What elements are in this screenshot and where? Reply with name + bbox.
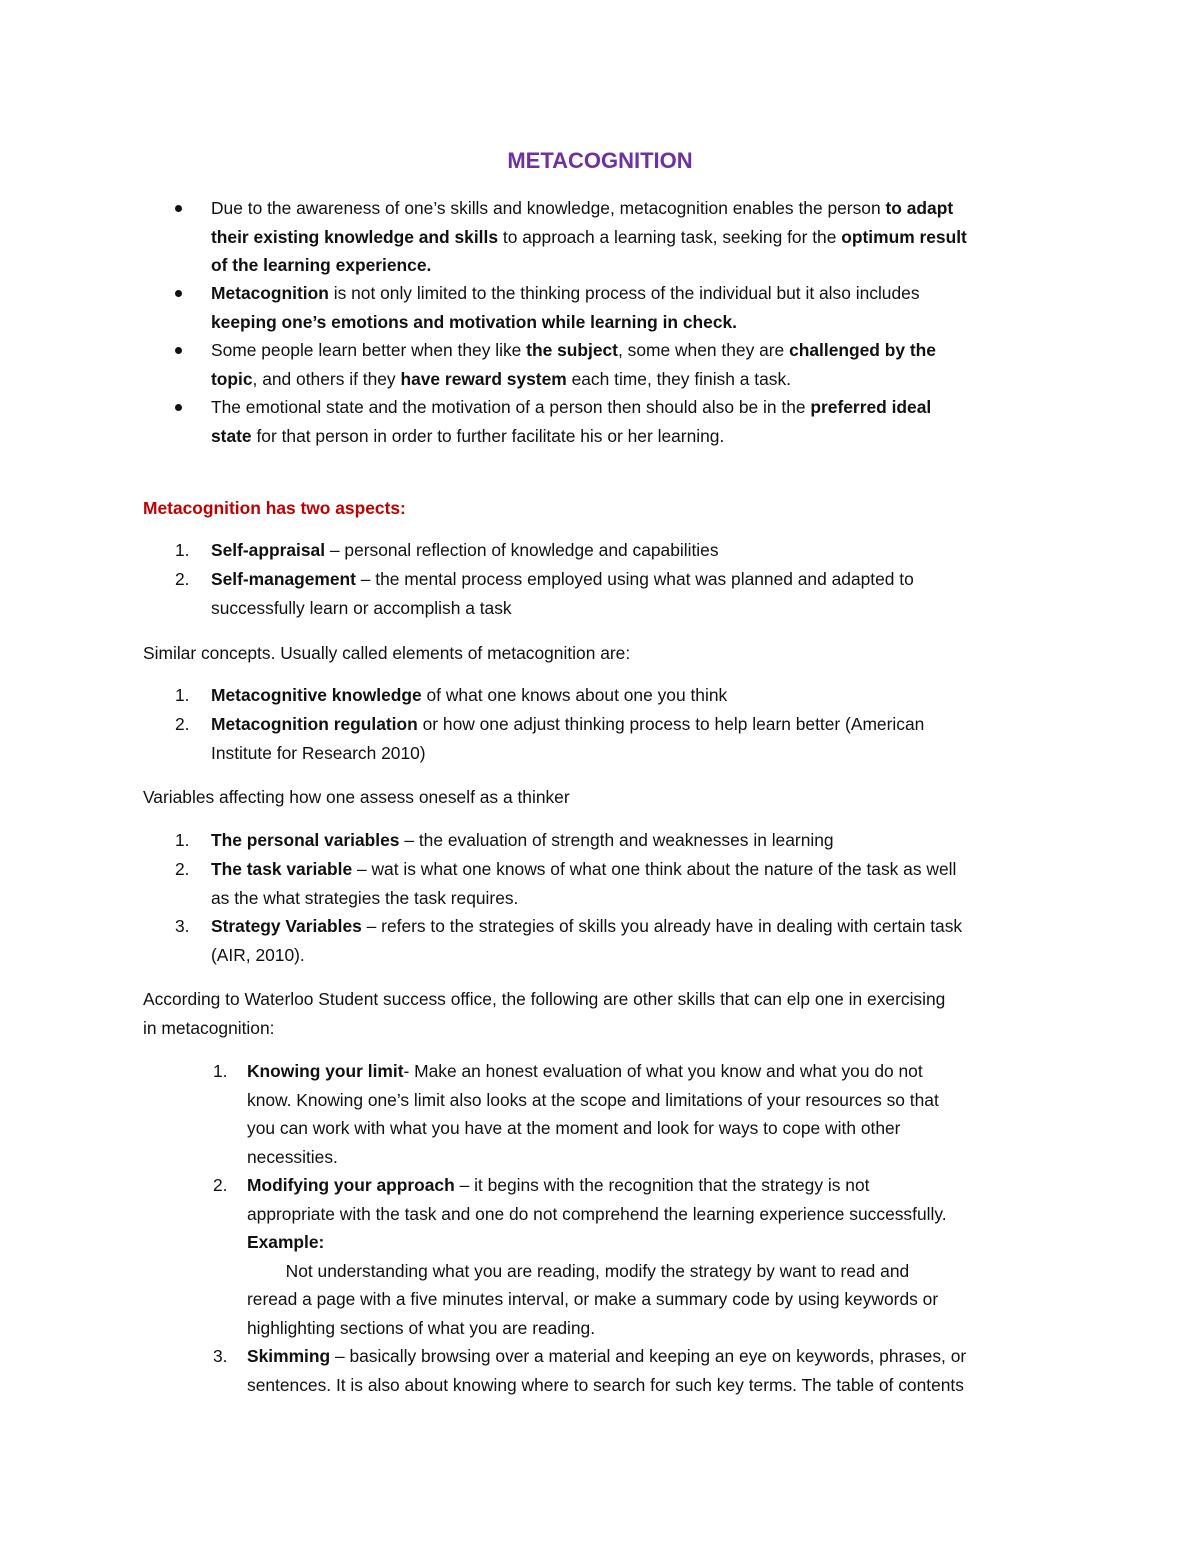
similar-concept-line — [211, 742, 426, 763]
bullet-dot — [175, 347, 182, 354]
variable-line — [211, 832, 834, 849]
skill-line — [247, 1320, 595, 1337]
text-run: The emotional state and the motivation of a person then should also be in the — [211, 397, 811, 417]
text-run: of what one knows about one you think — [421, 685, 728, 705]
skill-number: 2. — [213, 1175, 228, 1195]
text-run: as the what strategies the task requires. — [211, 887, 519, 908]
text-run: successfully learn or accomplish a task — [211, 597, 512, 618]
text-run: each time, they finish a task. — [566, 368, 791, 389]
bullet-line — [211, 311, 738, 332]
bullet-dot — [175, 290, 182, 297]
aspect-line — [211, 597, 512, 618]
similar-concept-line — [211, 716, 924, 733]
bold-text: of the learning experience. — [211, 255, 432, 276]
variable-number: 3. — [175, 916, 190, 936]
skill-line — [247, 1260, 910, 1281]
bold-text: Knowing your limit — [247, 1061, 404, 1081]
text-run: (AIR, 2010). — [211, 944, 305, 965]
text-run: Institute for Research 2010) — [211, 742, 426, 763]
waterloo-intro-line-2: in metacognition: — [143, 1018, 275, 1038]
page-title: METACOGNITION — [507, 148, 693, 173]
bold-text: Example: — [247, 1232, 325, 1253]
bold-text: optimum result — [841, 226, 967, 247]
text-run: necessities. — [247, 1146, 338, 1167]
text-run: Not understanding what you are reading, modify the strategy by want to read and — [247, 1260, 910, 1281]
bold-text: Metacognition regulation — [211, 714, 418, 734]
similar-concept-line — [211, 687, 727, 704]
bold-text: The task variable — [211, 859, 353, 879]
bold-text: Self-appraisal — [211, 540, 326, 560]
bullet-line — [211, 368, 791, 389]
similar-concept-number: 1. — [175, 685, 190, 705]
text-run: , some when they are — [617, 340, 790, 360]
bold-text: to adapt — [885, 198, 954, 218]
skill-line — [247, 1089, 939, 1110]
skill-line — [247, 1146, 338, 1167]
variable-line — [211, 918, 962, 935]
text-run: – it begins with the recognition that the strategy is not — [454, 1175, 870, 1195]
text-run: Due to the awareness of one’s skills and knowledge, metacognition enables the person — [211, 198, 886, 218]
bullet-line — [211, 200, 953, 217]
text-run: – basically browsing over a material and keeping an eye on keywords, phrases, or — [330, 1346, 967, 1366]
bold-text: Strategy Variables — [211, 916, 362, 936]
text-run: Some people learn better when they like — [211, 340, 527, 360]
bold-text: Metacognitive knowledge — [211, 685, 422, 705]
text-run: for that person in order to further facilitate his or her learning. — [251, 425, 725, 446]
text-run: to approach a learning task, seeking for the — [498, 226, 842, 247]
aspect-line — [211, 542, 719, 559]
bold-text: preferred ideal — [810, 397, 932, 417]
aspect-number: 1. — [175, 540, 190, 560]
skill-line — [247, 1177, 869, 1194]
skill-number: 1. — [213, 1061, 228, 1081]
skill-line — [247, 1291, 938, 1308]
bullet-line — [211, 399, 931, 416]
variable-line — [211, 944, 305, 965]
text-run: - Make an honest evaluation of what you know and what you do not — [403, 1061, 923, 1081]
bold-text: challenged by the — [789, 340, 936, 360]
bullet-line — [211, 226, 967, 247]
variable-number: 1. — [175, 830, 190, 850]
skill-line — [247, 1063, 923, 1080]
variable-line — [211, 887, 519, 908]
skill-line — [247, 1348, 966, 1365]
skill-number: 3. — [213, 1346, 228, 1366]
text-run: or how one adjust thinking process to help learn better (American — [417, 714, 925, 734]
text-run: – refers to the strategies of skills you already have in dealing with certain task — [361, 916, 963, 936]
bold-text: The personal variables — [211, 830, 400, 850]
similar-concepts-intro: Similar concepts. Usually called elements of metacognition are: — [143, 643, 631, 663]
bold-text: topic — [211, 368, 253, 389]
bold-text: Self-management — [211, 569, 356, 589]
bold-text: state — [211, 425, 252, 446]
bullet-dot — [175, 404, 182, 411]
text-run: appropriate with the task and one do not comprehend the learning experience successfully. — [247, 1203, 947, 1224]
text-run: you can work with what you have at the moment and look for ways to cope with other — [247, 1118, 901, 1139]
skill-line — [247, 1203, 947, 1224]
variable-number: 2. — [175, 859, 190, 879]
text-run: – personal reflection of knowledge and capabilities — [325, 540, 719, 560]
text-run: – wat is what one knows of what one think about the nature of the task as well — [352, 859, 957, 879]
bold-text: Skimming — [247, 1346, 331, 1366]
variable-line — [211, 861, 956, 878]
aspects-heading: Metacognition has two aspects: — [143, 498, 406, 518]
text-run: know. Knowing one’s limit also looks at the scope and limitations of your resources so that — [247, 1089, 939, 1110]
bullet-line — [211, 285, 920, 302]
bullet-line — [211, 425, 725, 446]
variables-intro: Variables affecting how one assess oneself as a thinker — [143, 787, 570, 807]
bold-text: have reward system — [400, 368, 567, 389]
aspect-line — [211, 571, 914, 588]
bold-text: the subject — [526, 340, 618, 360]
skill-line — [247, 1374, 964, 1395]
text-run: sentences. It is also about knowing where to search for such key terms. The table of contents — [247, 1374, 964, 1395]
waterloo-intro-line-1: According to Waterloo Student success office, the following are other skills that can elp one in exercising — [143, 989, 946, 1009]
bold-text: Modifying your approach — [247, 1175, 455, 1195]
bullet-line — [211, 257, 431, 274]
similar-concept-number: 2. — [175, 714, 190, 734]
text-run: is not only limited to the thinking process of the individual but it also includes — [328, 283, 920, 303]
aspect-number: 2. — [175, 569, 190, 589]
text-run: , and others if they — [252, 368, 401, 389]
text-run: – the mental process employed using what was planned and adapted to — [355, 569, 914, 589]
skill-line — [247, 1234, 324, 1251]
bullet-dot — [175, 205, 182, 212]
bold-text: keeping one’s emotions and motivation while learning in check. — [211, 311, 738, 332]
text-run: reread a page with a five minutes interval, or make a summary code by using keywords or — [247, 1289, 939, 1310]
bold-text: their existing knowledge and skills — [211, 226, 499, 247]
text-run: highlighting sections of what you are reading. — [247, 1318, 596, 1338]
bullet-line — [211, 342, 936, 359]
text-run: – the evaluation of strength and weaknesses in learning — [399, 830, 834, 850]
skill-line — [247, 1120, 900, 1137]
bold-text: Metacognition — [211, 283, 329, 303]
